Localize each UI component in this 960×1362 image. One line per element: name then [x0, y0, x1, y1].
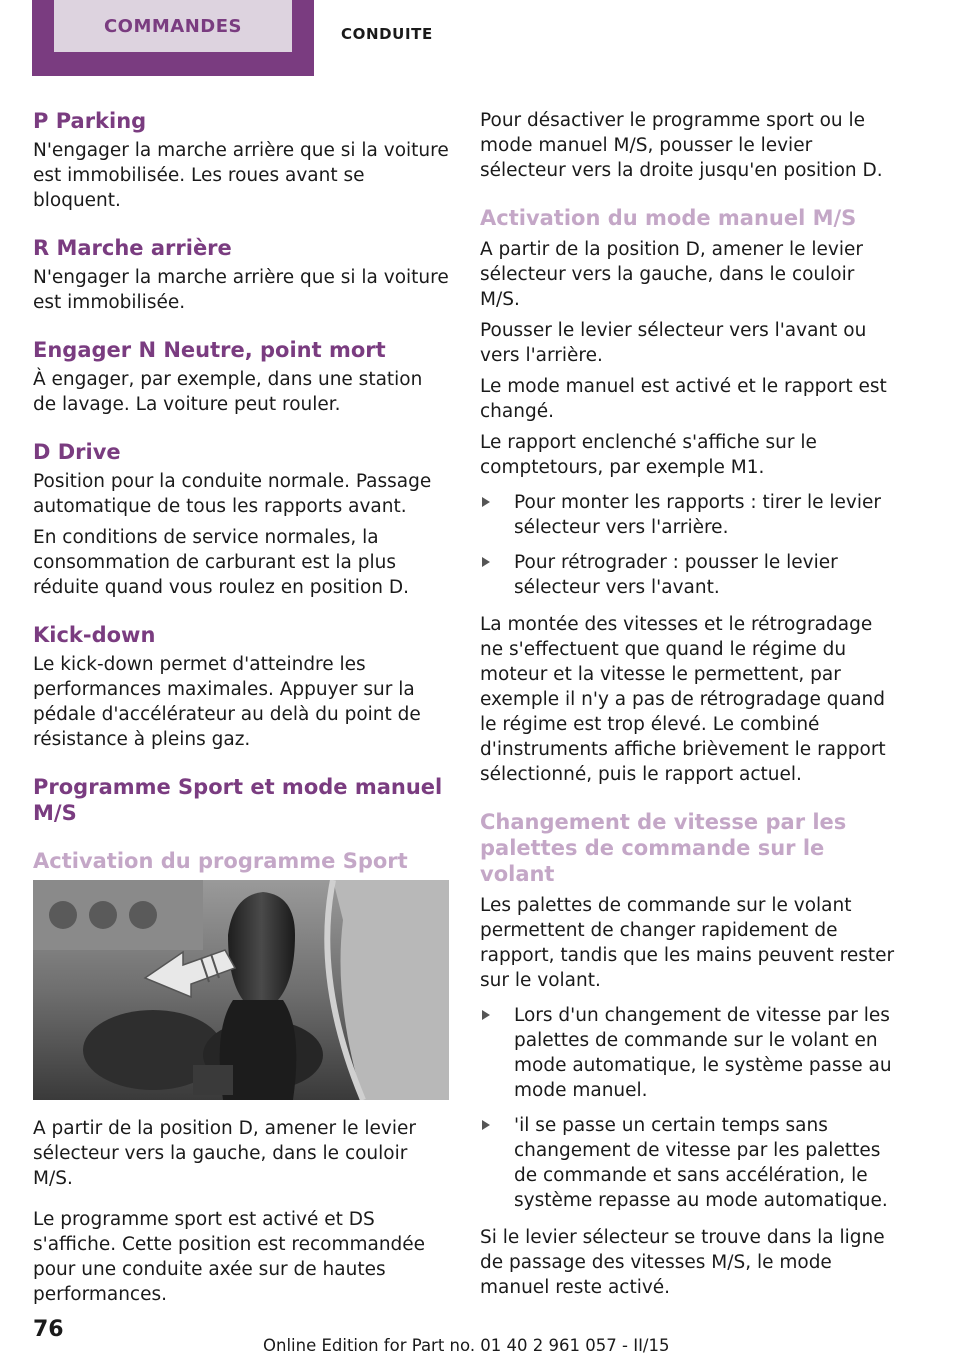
triangle-bullet-icon [482, 497, 490, 507]
paragraph: Le mode manuel est activé et le rapport est changé. [480, 376, 887, 422]
tab-commandes[interactable] [32, 0, 314, 76]
subsection-title-paddles: Changement de vitesse par les palettes de commande sur le volant [480, 810, 847, 886]
paragraph: En conditions de service normales, la consommation de carburant est la plus réduite quand vous roulez en position D. [33, 527, 409, 598]
subsection-title-manual-mode: Activation du mode manuel M/S [480, 206, 857, 230]
edition-footer: Online Edition for Part no. 01 40 2 961 057 - II/15 [263, 1336, 670, 1355]
paragraph: A partir de la position D, amener le levier sélecteur vers la gauche, dans le couloir M/S. [33, 1118, 416, 1189]
paragraph: N'engager la marche arrière que si la voiture est immobilisée. Les roues avant se bloquent. [33, 140, 449, 211]
section-title-kickdown: Kick-down [33, 623, 156, 647]
list-item-text: Pour rétrograder : pousser le levier sélecteur vers l'avant. [514, 552, 838, 598]
list-item-text: 'il se passe un certain temps sans changement de vitesse par les palettes de commande et sans accélération, le système repasse au mode automatique. [514, 1115, 888, 1211]
right-column [480, 108, 900, 1306]
gear-selector-illustration [33, 880, 449, 1100]
section-title-r-reverse: R Marche arrière [33, 236, 232, 260]
paragraph: Si le levier sélecteur se trouve dans la ligne de passage des vitesses M/S, le mode manuel reste activé. [480, 1227, 885, 1298]
section-title-n-neutral: Engager N Neutre, point mort [33, 338, 386, 362]
paragraph: La montée des vitesses et le rétrogradage ne s'effectuent que quand le régime du moteur et la vitesse le permettent, par exemple il n'y a pas de rétrogradage quand le régime est trop élevé. Le combiné d'instruments affiche brièvement le rapport sélectionné, puis le rapport actuel. [480, 614, 886, 785]
triangle-bullet-icon [482, 557, 490, 567]
tab-commandes-label: COMMANDES [54, 0, 292, 52]
list-item-text: Lors d'un changement de vitesse par les palettes de commande sur le volant en mode automatique, le système passe au mode manuel. [514, 1005, 892, 1101]
list-item [480, 546, 900, 606]
page-number: 76 [33, 1317, 64, 1342]
list-item-text: Pour monter les rapports : tirer le levier sélecteur vers l'arrière. [514, 492, 881, 538]
section-title-sport: Programme Sport et mode manuel M/S [33, 775, 443, 825]
paddles-bullet-list [480, 999, 900, 1219]
paragraph: À engager, par exemple, dans une station de lavage. La voiture peut rouler. [33, 369, 423, 415]
triangle-bullet-icon [482, 1010, 490, 1020]
paragraph: Pousser le levier sélecteur vers l'avant ou vers l'arrière. [480, 320, 867, 366]
manual-bullet-list [480, 486, 900, 606]
tab-conduite[interactable]: CONDUITE [341, 25, 433, 43]
paragraph: Le kick-down permet d'atteindre les performances maximales. Appuyer sur la pédale d'accélérateur au delà du point de résistance à pleins gaz. [33, 654, 421, 750]
paragraph: Pour désactiver le programme sport ou le mode manuel M/S, pousser le levier sélecteur vers la droite jusqu'en position D. [480, 110, 883, 181]
list-item [480, 999, 900, 1109]
list-item [480, 486, 900, 546]
subsection-title-sport-activation: Activation du programme Sport [33, 849, 408, 873]
triangle-bullet-icon [482, 1120, 490, 1130]
left-column [33, 108, 449, 1313]
section-title-p-parking: P Parking [33, 109, 147, 133]
paragraph: A partir de la position D, amener le levier sélecteur vers la gauche, dans le couloir M/S. [480, 239, 863, 310]
section-title-d-drive: D Drive [33, 440, 121, 464]
list-item [480, 1109, 900, 1219]
paragraph: Les palettes de commande sur le volant permettent de changer rapidement de rapport, tandis que les mains peuvent rester sur le volant. [480, 895, 895, 991]
paragraph: Le programme sport est activé et DS s'affiche. Cette position est recommandée pour une conduite axée sur de hautes performances. [33, 1209, 426, 1305]
gear-selector-photo [33, 880, 449, 1100]
paragraph: Le rapport enclenché s'affiche sur le comptetours, par exemple M1. [480, 432, 817, 478]
paragraph: Position pour la conduite normale. Passage automatique de tous les rapports avant. [33, 471, 432, 517]
paragraph: N'engager la marche arrière que si la voiture est immobilisée. [33, 267, 449, 313]
